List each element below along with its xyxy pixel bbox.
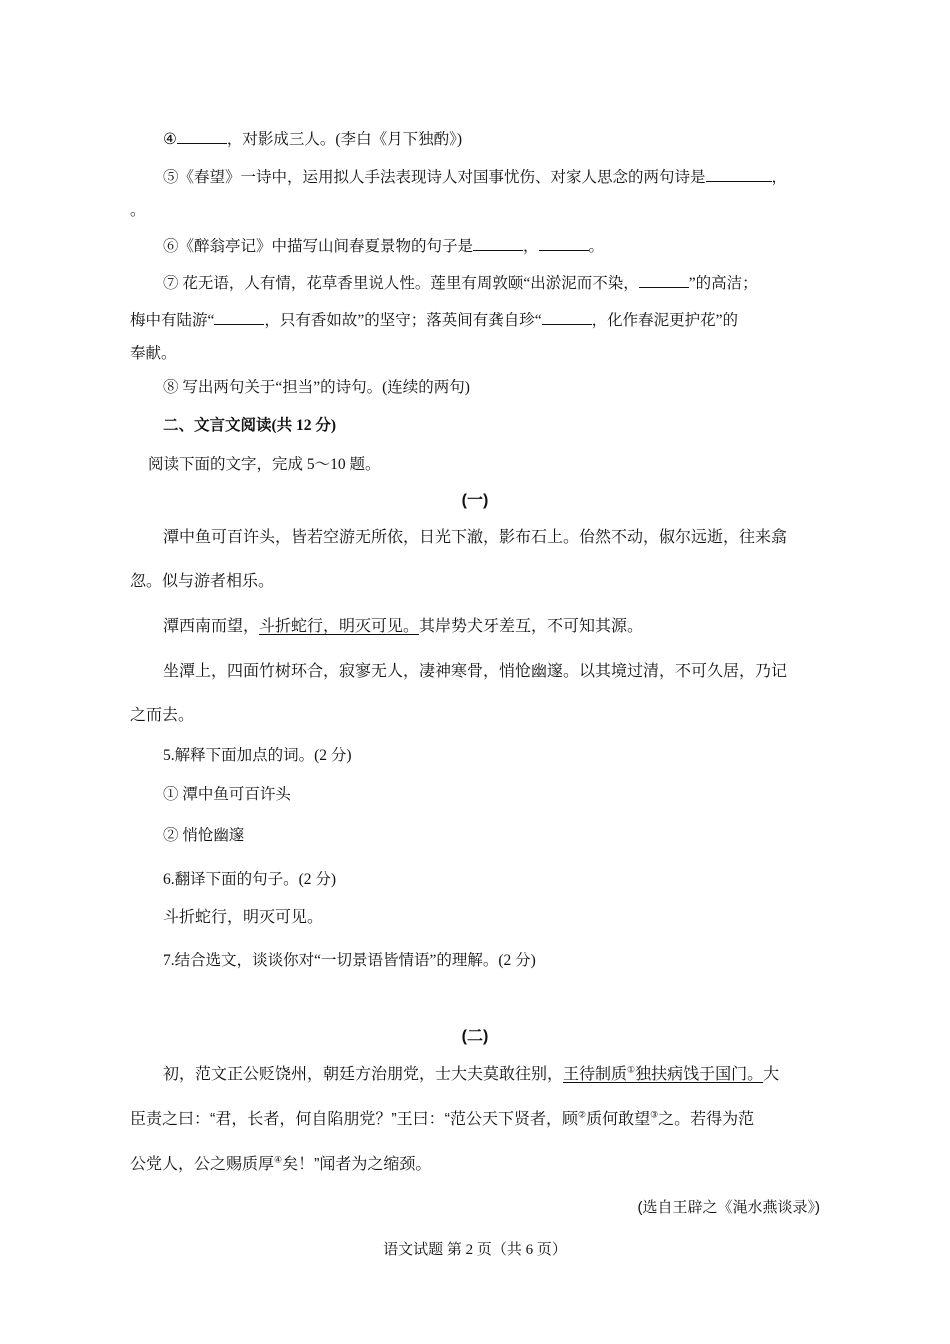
p2-text: 潭西南而望， bbox=[163, 618, 260, 635]
footnote-marker: ④ bbox=[274, 1154, 283, 1165]
underlined-sentence: 斗折蛇行，明灭可见。 bbox=[259, 618, 420, 635]
q6-text: ⑥《醉翁亭记》中描写山间春夏景物的句子是 bbox=[163, 238, 474, 255]
underlined-part: 独扶病饯于国门。 bbox=[635, 1066, 764, 1083]
p2-text: 初，范文正公贬饶州，朝廷方治朋党，士大夫莫敢往别， bbox=[163, 1066, 564, 1083]
section-title: 二、文言文阅读(共 12 分) bbox=[163, 417, 337, 434]
passage2-line1 bbox=[130, 1065, 830, 1085]
passage1-p1-line1: 潭中鱼可百许头，皆若空游无所依，日光下澈，影布石上。佁然不动，俶尔远逝，往来翕 bbox=[163, 529, 788, 546]
poetry-q7-line3 bbox=[130, 344, 830, 364]
q6-period: 。 bbox=[588, 238, 605, 255]
q7-text: ”的高洁； bbox=[688, 275, 758, 292]
answer-blank[interactable] bbox=[214, 310, 264, 325]
q5-period: 。 bbox=[130, 202, 146, 219]
q4-text: ，对影成三人。(李白《月下独酌》) bbox=[226, 131, 462, 148]
p2-text: 之。若得为范 bbox=[658, 1111, 755, 1128]
p2-text: 质何敢望 bbox=[586, 1111, 651, 1128]
answer-blank[interactable] bbox=[542, 310, 592, 325]
passage1-p2 bbox=[130, 617, 830, 637]
p2-text: 其岸势犬牙差互，不可知其源。 bbox=[419, 618, 644, 635]
poetry-q4 bbox=[130, 129, 830, 150]
poetry-q5 bbox=[130, 167, 830, 188]
passage2-heading: (二) bbox=[461, 1028, 489, 1045]
question-6: 6.翻译下面的句子。(2 分) bbox=[163, 871, 337, 888]
poetry-q6 bbox=[130, 236, 830, 257]
q7-text: ⑦ 花无语，人有情，花草香里说人性。莲里有周敦颐“出淤泥而不染， bbox=[163, 275, 639, 292]
q4-number: ④ bbox=[163, 131, 177, 148]
footnote-marker: ① bbox=[627, 1064, 636, 1075]
question-5: 5.解释下面加点的词。(2 分) bbox=[163, 747, 352, 764]
footnote-marker: ② bbox=[578, 1109, 587, 1120]
q7-text: 奉献。 bbox=[130, 345, 177, 362]
passage2-source: (选自王辟之《渑水燕谈录》) bbox=[637, 1199, 820, 1216]
q6-comma: ， bbox=[523, 238, 539, 255]
q5-comma: ， bbox=[771, 169, 788, 186]
p2-text: 臣责之曰：“君，长者，何自陷朋党？”王曰：“范公天下贤者，顾 bbox=[130, 1111, 578, 1128]
underlined-sentence bbox=[563, 1066, 763, 1083]
poetry-q7-line2 bbox=[130, 310, 830, 331]
footnote-marker: ③ bbox=[650, 1109, 659, 1120]
section-intro: 阅读下面的文字，完成 5～10 题。 bbox=[148, 456, 381, 473]
q7-text: ，化作春泥更护花”的 bbox=[591, 312, 739, 329]
poetry-q8: ⑧ 写出两句关于“担当”的诗句。(连续的两句) bbox=[163, 379, 470, 396]
passage1-p3-line2: 之而去。 bbox=[130, 707, 195, 724]
passage2-line3 bbox=[130, 1155, 830, 1175]
p2-text: 矣！”闻者为之缩颈。 bbox=[282, 1156, 432, 1173]
question-6-sentence: 斗折蛇行，明灭可见。 bbox=[163, 909, 324, 926]
q7-text: 梅中有陆游“ bbox=[130, 312, 215, 329]
passage1-heading: (一) bbox=[461, 492, 489, 509]
p2-text: 大 bbox=[763, 1066, 780, 1083]
answer-blank[interactable] bbox=[473, 236, 523, 251]
p2-text: 公党人，公之赐质厚 bbox=[130, 1156, 275, 1173]
passage2-line2 bbox=[130, 1110, 830, 1130]
poetry-q7-line1 bbox=[130, 273, 830, 294]
answer-blank[interactable] bbox=[706, 167, 772, 182]
passage1-p1-line2: 忽。似与游者相乐。 bbox=[130, 573, 275, 590]
answer-blank[interactable] bbox=[539, 236, 589, 251]
question-5-item-2: ② 悄怆幽邃 bbox=[163, 827, 245, 844]
question-5-item-1: ① 潭中鱼可百许头 bbox=[163, 786, 291, 803]
passage1-p3-line1: 坐潭上，四面竹树环合，寂寥无人，凄神寒骨，悄怆幽邃。以其境过清，不可久居，乃记 bbox=[163, 663, 788, 680]
underlined-part: 王待制质 bbox=[563, 1066, 628, 1083]
question-7: 7.结合选文，谈谈你对“一切景语皆情语”的理解。(2 分) bbox=[163, 952, 536, 969]
q5-text: ⑤《春望》一诗中，运用拟人手法表现诗人对国事忧伤、对家人思念的两句诗是 bbox=[163, 169, 706, 186]
answer-blank[interactable] bbox=[639, 273, 689, 288]
page-footer: 语文试题 第 2 页（共 6 页） bbox=[383, 1242, 567, 1258]
answer-blank[interactable] bbox=[177, 129, 227, 144]
poetry-q5-line2 bbox=[130, 201, 830, 221]
q7-text: ，只有香如故”的坚守；落英间有龚自珍“ bbox=[264, 312, 542, 329]
